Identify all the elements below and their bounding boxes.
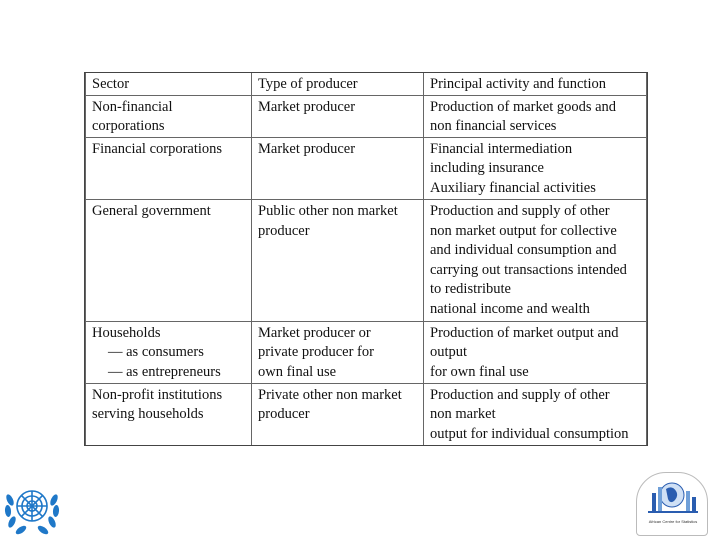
- african-centre-for-statistics-logo: [636, 472, 708, 536]
- cell-sector: [86, 383, 252, 445]
- cell-line: private producer for: [258, 344, 374, 361]
- cell-line: Private other non market: [258, 386, 402, 403]
- cell-producer: [252, 383, 424, 445]
- cell-line: including insurance: [430, 160, 544, 177]
- table-row: [86, 200, 647, 321]
- cell-line: Non-profit institutions: [92, 386, 223, 403]
- cell-line: output for individual consumption: [430, 425, 629, 442]
- acs-globe-icon: [636, 473, 708, 519]
- cell-producer: [252, 137, 424, 199]
- cell-line: Non-financial: [92, 98, 173, 115]
- cell-producer: [252, 200, 424, 321]
- cell-line: Production and supply of other: [430, 203, 610, 220]
- cell-line: — as consumers: [108, 344, 204, 361]
- cell-line: Market producer: [258, 140, 356, 157]
- cell-activity: [424, 383, 647, 445]
- cell-line: Households: [92, 324, 161, 341]
- cell-line: and individual consumption and: [430, 242, 617, 259]
- table-row: [86, 95, 647, 137]
- table-row: [86, 321, 647, 383]
- cell-sector: [86, 137, 252, 199]
- cell-line: producer: [258, 222, 310, 239]
- cell-line: non market: [430, 406, 496, 423]
- cell-line: for own final use: [430, 363, 529, 380]
- cell-line: own final use: [258, 363, 337, 380]
- sector-table-container: [84, 72, 648, 446]
- cell-producer: [252, 95, 424, 137]
- cell-activity: [424, 95, 647, 137]
- cell-line: Auxiliary financial activities: [430, 179, 596, 196]
- cell-sector: [86, 321, 252, 383]
- cell-activity: [424, 137, 647, 199]
- cell-line: Production and supply of other: [430, 386, 610, 403]
- cell-line: Public other non market: [258, 203, 398, 220]
- header-type-of-producer: Type of producer: [252, 73, 424, 95]
- header-principal-activity: Principal activity and function: [424, 73, 647, 95]
- cell-line: Financial intermediation: [430, 140, 573, 157]
- cell-line: Production of market goods and: [430, 98, 617, 115]
- cell-line: serving households: [92, 406, 204, 423]
- cell-producer: [252, 321, 424, 383]
- cell-line: carrying out transactions intended: [430, 261, 627, 278]
- cell-sector: [86, 200, 252, 321]
- cell-line: Market producer or: [258, 324, 371, 341]
- table-row: [86, 383, 647, 445]
- table-row: [86, 137, 647, 199]
- cell-line: Financial corporations: [92, 140, 223, 157]
- cell-line: Market producer: [258, 98, 356, 115]
- cell-line: — as entrepreneurs: [108, 363, 221, 380]
- cell-line: corporations: [92, 118, 165, 134]
- cell-line: to redistribute: [430, 281, 511, 298]
- cell-activity: [424, 321, 647, 383]
- header-sector: Sector: [86, 73, 252, 95]
- sector-table: [85, 73, 647, 445]
- cell-line: non market output for collective: [430, 222, 617, 239]
- cell-line: General government: [92, 203, 211, 220]
- cell-line: non financial services: [430, 118, 557, 134]
- acs-logo-text: African Centre for Statistics: [648, 519, 698, 524]
- table-header-row: [86, 73, 647, 95]
- un-emblem-icon: [2, 478, 62, 538]
- cell-line: output: [430, 344, 468, 361]
- cell-line: Production of market output and: [430, 324, 619, 341]
- cell-line: national income and wealth: [430, 300, 590, 317]
- cell-line: producer: [258, 406, 310, 423]
- cell-activity: [424, 200, 647, 321]
- cell-sector: [86, 95, 252, 137]
